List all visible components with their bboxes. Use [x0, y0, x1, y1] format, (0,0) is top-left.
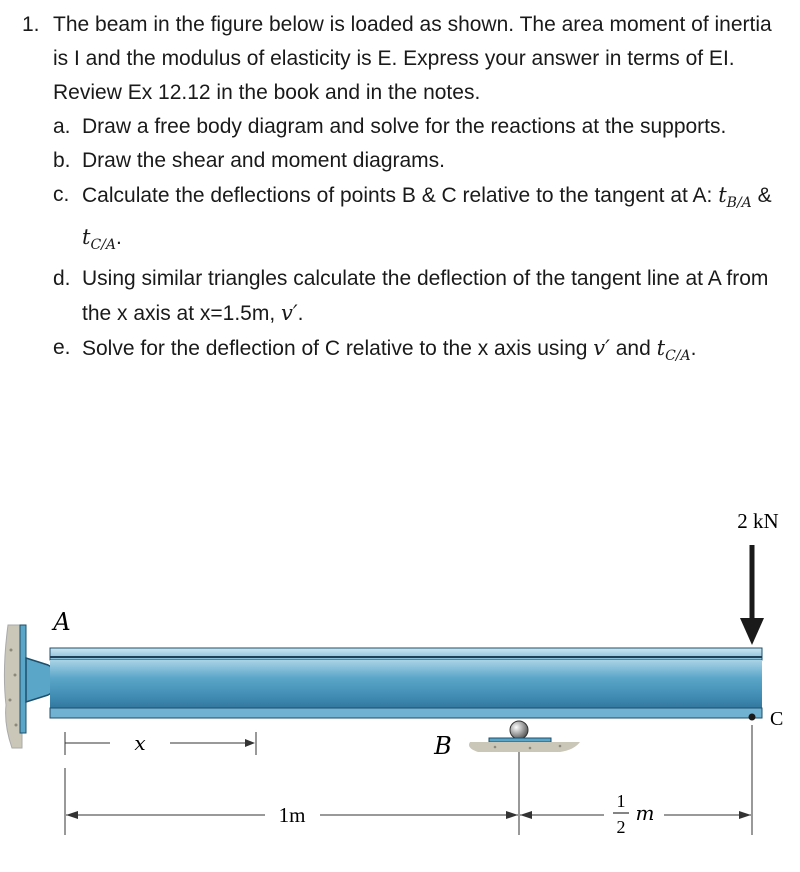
load-label: 2 kN: [737, 509, 779, 533]
span-ab-label: 1m: [278, 803, 306, 827]
part-text-wrap: Solve for the deflection of C relative to the x axis using v′ and $t_{C/A}$.: [82, 336, 697, 365]
part-label: b.: [53, 149, 71, 172]
point-c-dot: [749, 714, 756, 721]
beam-figure: [0, 490, 800, 870]
problem-number: 1.: [22, 13, 40, 36]
part-label: d.: [53, 267, 71, 291]
part-a: [53, 110, 782, 144]
part-text: Draw a free body diagram and solve for the reactions at the supports.: [82, 115, 727, 138]
part-d: [53, 262, 782, 331]
math-v-prime: v′: [593, 336, 610, 361]
roller-support-b: [469, 721, 580, 752]
span-bc-denominator: 2: [616, 817, 626, 837]
part-label: c.: [53, 183, 70, 206]
part-text-wrap: Using similar triangles calculate the deflection of the tangent line at A from the x axis at x=1.5m, v′.: [82, 267, 769, 326]
problem-statement: [22, 8, 782, 374]
math-t-ba: $t_{B/A}$: [718, 183, 752, 212]
point-a-label: A: [53, 608, 71, 636]
part-text-wrap: Calculate the deflections of points B & C relative to the tangent at A: $t_{B/A}$ & $t_{C/A}$.: [82, 183, 772, 254]
math-v-prime: v′: [281, 301, 298, 326]
part-c: [53, 178, 782, 262]
math-t-ca: $t_{C/A}$: [82, 225, 116, 254]
part-e: [53, 331, 782, 373]
part-text: Calculate the deflections of points B & C relative to the tangent at A:: [82, 184, 719, 207]
problem-intro: [22, 8, 782, 110]
part-text: Using similar triangles calculate the deflection of the tangent line at A from the x axis at x=1.5m,: [82, 267, 769, 326]
span-bc-unit: m: [635, 801, 655, 825]
beam: [50, 648, 762, 718]
load-arrow: [740, 545, 764, 645]
span-bc-numerator: 1: [616, 791, 626, 811]
part-text: Draw the shear and moment diagrams.: [82, 149, 445, 172]
part-text: Solve for the deflection of C relative to the x axis using: [82, 337, 594, 361]
math-t-ca: $t_{C/A}$: [656, 336, 691, 365]
part-label: e.: [53, 336, 71, 360]
x-dimension: [65, 732, 256, 755]
part-b: [53, 144, 782, 178]
point-c-label: C: [770, 708, 784, 730]
problem-parts: [53, 110, 782, 374]
x-label: x: [134, 731, 146, 755]
point-b-label: B: [434, 732, 452, 760]
part-label: a.: [53, 115, 71, 138]
problem-intro-text: The beam in the figure below is loaded as shown. The area moment of inertia is I and the modulus of elasticity is E. Express your answer in terms of EI. Review Ex 12.12 in the book and in the notes.: [53, 13, 772, 104]
